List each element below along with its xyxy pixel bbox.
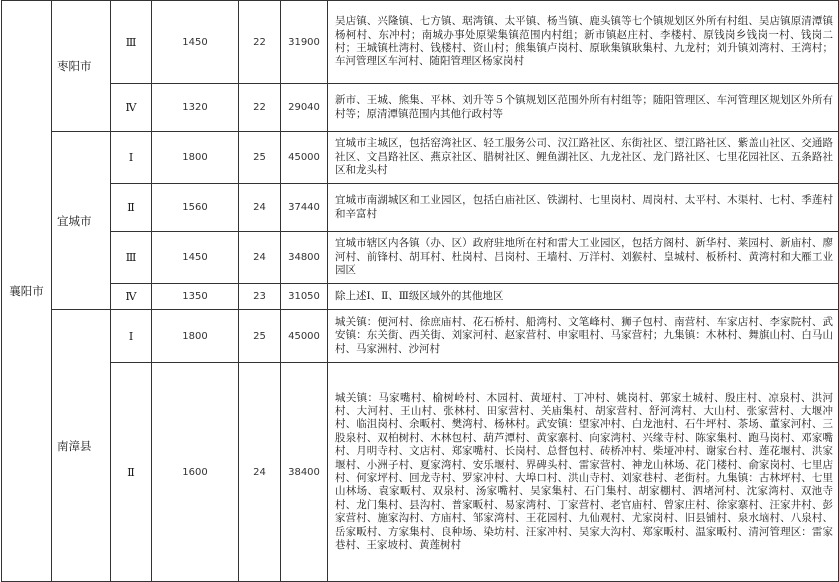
grade-cell: Ⅰ <box>111 132 152 184</box>
total-cell: 34800 <box>281 232 328 284</box>
city-cell: 襄阳市 <box>2 1 52 582</box>
price-cell: 1800 <box>152 310 239 363</box>
multiplier-cell: 24 <box>239 184 281 232</box>
price-cell: 1800 <box>152 132 239 184</box>
total-cell: 31050 <box>281 284 328 310</box>
description-cell: 宜城市南湖城区和工业园区，包括白庙社区、铁湖村、七里岗村、周岗村、太平村、木渠村、七村、季莲村和辛富村 <box>328 184 839 232</box>
grade-cell: Ⅱ <box>111 184 152 232</box>
grade-cell: Ⅲ <box>111 1 152 84</box>
multiplier-cell: 25 <box>239 132 281 184</box>
total-cell: 37440 <box>281 184 328 232</box>
grade-cell: Ⅲ <box>111 232 152 284</box>
description-cell: 除上述Ⅰ、Ⅱ、Ⅲ级区域外的其他地区 <box>328 284 839 310</box>
price-cell: 1560 <box>152 184 239 232</box>
description-cell: 吴店镇、兴隆镇、七方镇、琚湾镇、太平镇、杨当镇、鹿头镇等七个镇规划区外所有村组、吴店镇原清潭镇杨柯村、东冲村；南城办事处原梁集镇范围内村组；新市镇赵庄村、李楼村、原钱岗乡钱岗一村、钱岗二村；王城镇杜湾村、钱楼村、资山村；熊集镇卢岗村、原耿集镇耿集村、九龙村；刘升镇刘湾村、王湾村；车河管理区车河村、随阳管理区杨家岗村 <box>328 1 839 84</box>
total-cell: 45000 <box>281 310 328 363</box>
table-row <box>2 310 839 363</box>
total-cell: 38400 <box>281 363 328 582</box>
table-row <box>2 184 839 232</box>
description-cell: 城关镇：马家嘴村、榆树岭村、木园村、黄垭村、丁冲村、姚岗村、郭家土城村、殷庄村、凉泉村、洪河村、大河村、王山村、张林村、田家营村、关庙集村、胡家营村、舒河湾村、大山村、张家营村、大堰冲村、临沮岗村、余畈村、樊湾村、杨林村。武安镇：望家冲村、白龙池村、石牛坪村、茶场、董家河村、三股泉村、双柏树村、木林包村、葫芦潭村、黄家寨村、向家湾村、兴缘寺村、陈家集村、跑马岗村、邓家嘴村、月明寺村、文店村、郑家嘴村、长岗村、总督包村、砖桥冲村、柴垭冲村、谢家台村、莲花堰村、洪家堰村、小洲子村、夏家湾村、安乐堰村、界碑头村、雷家营村、神龙山林场、花门楼村、俞家岗村、七里店村、何家坪村、回龙寺村、罗家冲村、大埠口村、洪山寺村、刘家巷村、老街村。九集镇：古林坪村、七里山林场、袁家畈村、双泉村、汤家嘴村、吴家集村、石门集村、胡家棚村、泗堵河村、沈家湾村、双池寺村、龙门集村、县沟村、普家畈村、易家湾村、丁家营村、老官庙村、曾家庄村、徐家寨村、汪家井村、彭家营村、施家沟村、方庙村、邹家湾村、王花园村、九仙观村、尤家岗村、旧县铺村、泉水垴村、八泉村、岳家畈村、方家集村、良种场、染坊村、汪家冲村、吴家大沟村、郑家畈村、温家畈村、清河管理区：雷家巷村、王家坡村、黄莲树村 <box>328 363 839 582</box>
multiplier-cell: 24 <box>239 363 281 582</box>
price-cell: 1350 <box>152 284 239 310</box>
multiplier-cell: 24 <box>239 232 281 284</box>
multiplier-cell: 22 <box>239 1 281 84</box>
description-cell: 宜城市辖区内各镇（办、区）政府驻地所在村和雷大工业园区，包括方阁村、新华村、莱园村、新庙村、廖河村、前锋村、胡耳村、杜岗村、吕岗村、王墙村、万洋村、刘猴村、皇城村、板桥村、黄湾村和大雁工业园区 <box>328 232 839 284</box>
county-cell-zaoyang: 枣阳市 <box>52 1 111 132</box>
price-cell: 1450 <box>152 232 239 284</box>
total-cell: 45000 <box>281 132 328 184</box>
description-cell: 宜城市主城区，包括窑湾社区、轻工服务公司、汉江路社区、东街社区、望江路社区、紫盖山社区、交通路社区、文昌路社区、燕京社区、腊树社区、鲤鱼湖社区、九龙社区、龙门路社区、七里花园社区、五条路社区和龙头村 <box>328 132 839 184</box>
table-row <box>2 84 839 132</box>
table-row <box>2 363 839 582</box>
multiplier-cell: 22 <box>239 84 281 132</box>
land-price-table <box>1 0 839 582</box>
grade-cell: Ⅳ <box>111 284 152 310</box>
county-cell-yicheng: 宜城市 <box>52 132 111 310</box>
total-cell: 29040 <box>281 84 328 132</box>
multiplier-cell: 23 <box>239 284 281 310</box>
table-row <box>2 1 839 84</box>
total-cell: 31900 <box>281 1 328 84</box>
price-cell: 1320 <box>152 84 239 132</box>
grade-cell: Ⅳ <box>111 84 152 132</box>
description-cell: 城关镇：便河村、徐庶庙村、花石桥村、船湾村、文笔峰村、狮子包村、南营村、车家店村、李家院村、武安镇：东关街、西关街、刘家河村、赵家营村、申家咀村、马家营村；九集镇：木林村、舞旗山村、白马山村、马家洲村、沙河村 <box>328 310 839 363</box>
multiplier-cell: 25 <box>239 310 281 363</box>
table-row <box>2 132 839 184</box>
description-cell: 新市、王城、熊集、平林、刘升等５个镇规划区范围外所有村组等；随阳管理区、车河管理区规划区外所有村等；原清潭镇范围内其他行政村等 <box>328 84 839 132</box>
price-cell: 1600 <box>152 363 239 582</box>
table-row <box>2 232 839 284</box>
grade-cell: Ⅱ <box>111 363 152 582</box>
county-cell-nanzhang: 南漳县 <box>52 310 111 582</box>
price-cell: 1450 <box>152 1 239 84</box>
grade-cell: Ⅰ <box>111 310 152 363</box>
table-row <box>2 284 839 310</box>
